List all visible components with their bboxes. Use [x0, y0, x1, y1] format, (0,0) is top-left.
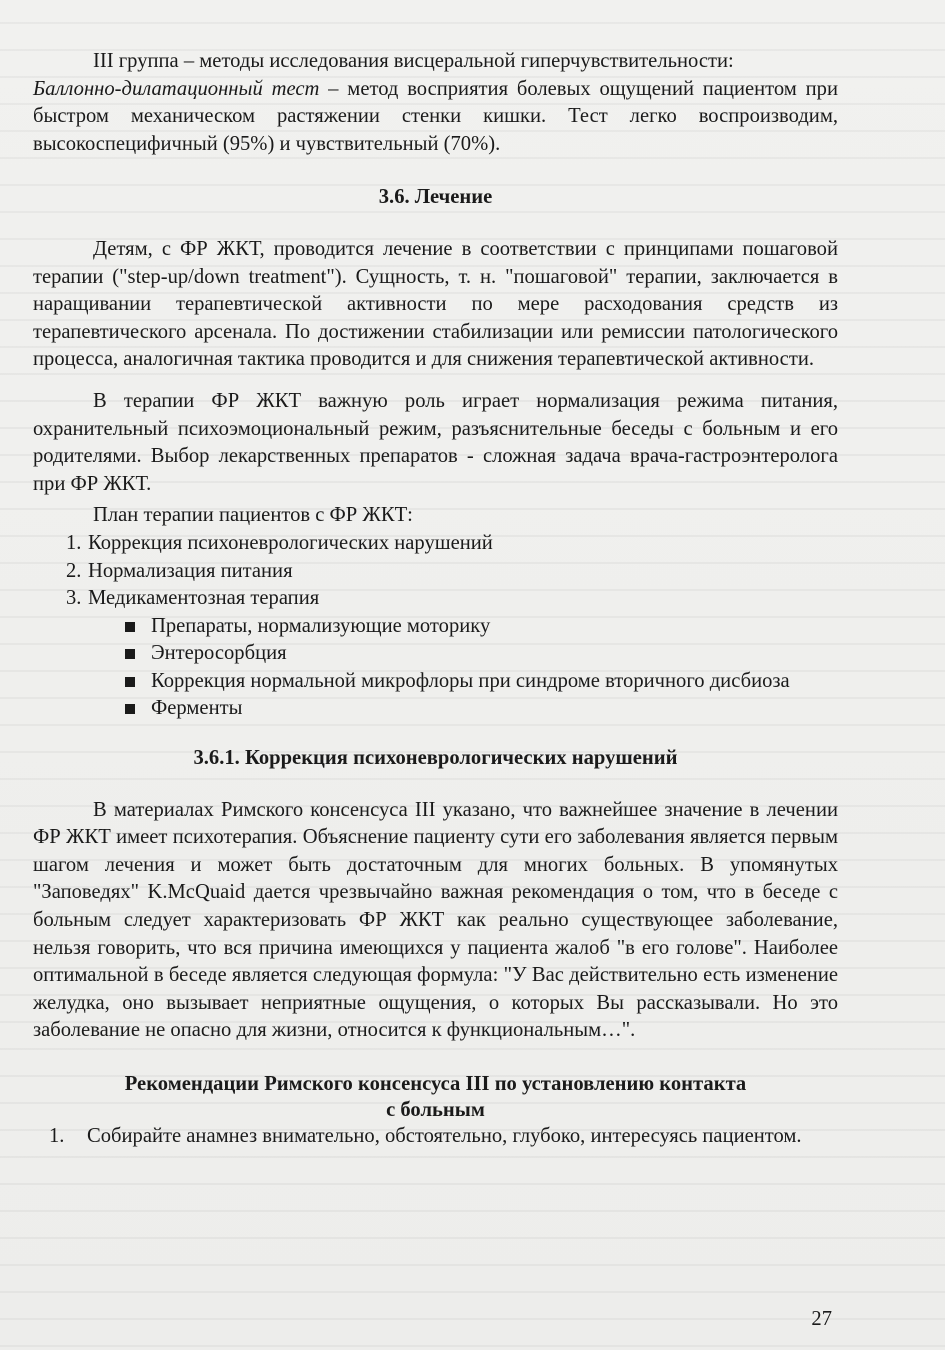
recommendations-title-line-1: Рекомендации Римского консенсуса III по установлению контакта [124, 1073, 747, 1095]
medication-item [33, 695, 838, 723]
medication-item [33, 668, 838, 696]
square-bullet-icon [125, 695, 151, 723]
intro-line: III группа – методы исследования висцеральной гиперчувствительности: [93, 50, 734, 72]
recommendation-item [33, 1123, 838, 1151]
subsection-title: 3.6.1. Коррекция психоневрологических нарушений [193, 747, 678, 770]
medication-item-text: Энтеросорбция [151, 642, 287, 665]
plan-item-text: Коррекция психоневрологических нарушений [88, 531, 493, 554]
medication-item [33, 640, 838, 668]
subsection-paragraph: В материалах Римского консенсуса III указано, что важнейшее значение в лечении ФР ЖКТ имеет психотерапия. Объяснение пациенту сути его заболевания является первым шагом лечения и может быть достаточным для многих больных. В упомянутых "Заповедях" K.McQuaid дается чрезвычайно важная рекомендация о том, что в беседе с больным следует характеризовать ФР ЖКТ как реально существующее заболевание, нельзя говорить, что вся причина имеющихся у пациента жалоб "в его голове". Наиболее оптимальной в беседе является следующая формула: "У Вас действительно есть изменение желудка, оно вызывает неприятные ощущения, о которых Вы рассказывали. Но это заболевание не опасно для жизни, относится к функциональным…". [33, 798, 838, 1042]
medication-item [33, 613, 838, 641]
square-bullet-icon [125, 640, 151, 668]
page-content [33, 48, 838, 1151]
medication-item-text: Препараты, нормализующие моторику [151, 614, 491, 637]
plan-intro: План терапии пациентов с ФР ЖКТ: [93, 504, 413, 527]
section-paragraph-1: Детям, с ФР ЖКТ, проводится лечение в соответствии с принципами пошаговой терапии ("step-up/down treatment"). Сущность, т. н. "пошаговой" терапии, заключается в наращивании терапевтической активности по мере расходования средств из терапевтического арсенала. По достижении стабилизации или ремиссии патологического процесса, аналогичная тактика проводится и для снижения терапевтической активности. [33, 237, 838, 371]
medication-item-text: Коррекция нормальной микрофлоры при синдроме вторичного дисбиоза [151, 669, 790, 692]
page-number: 27 [811, 1308, 832, 1330]
recommendations-title [33, 1071, 838, 1123]
test-description: – метод восприятия болевых ощущений пациентом при быстром механическом растяжении стенки кишки. Тест легко воспроизводим, высокоспецифичный (95%) и чувствительный (70%). [33, 77, 839, 155]
square-bullet-icon [125, 613, 151, 641]
plan-list [33, 530, 838, 613]
plan-item-number: 1. [66, 531, 82, 554]
plan-item [33, 585, 838, 613]
medication-list [33, 613, 838, 723]
recommendations-list [33, 1123, 838, 1151]
recommendation-number: 1. [49, 1125, 65, 1147]
plan-item [33, 558, 838, 586]
medication-item-text: Ферменты [151, 697, 243, 720]
recommendations-title-line-2: с больным [386, 1099, 485, 1121]
plan-item-number: 2. [66, 559, 82, 582]
section-paragraph-2: В терапии ФР ЖКТ важную роль играет нормализация режима питания, охранительный психоэмоциональный режим, разъяснительные беседы с больным и его родителями. Выбор лекарственных препаратов - сложная задача врача-гастроэнтеролога при ФР ЖКТ. [33, 389, 838, 495]
plan-item-text: Нормализация питания [88, 559, 293, 582]
plan-item [33, 530, 838, 558]
intro-test-paragraph [33, 76, 838, 159]
recommendation-text: Собирайте анамнез внимательно, обстоятельно, глубоко, интересуясь пациентом. [87, 1125, 802, 1147]
plan-item-number: 3. [66, 587, 82, 610]
section-title: 3.6. Лечение [378, 186, 493, 209]
test-term: Баллонно-дилатационный тест [33, 77, 320, 100]
square-bullet-icon [125, 668, 151, 696]
plan-item-text: Медикаментозная терапия [88, 587, 320, 610]
